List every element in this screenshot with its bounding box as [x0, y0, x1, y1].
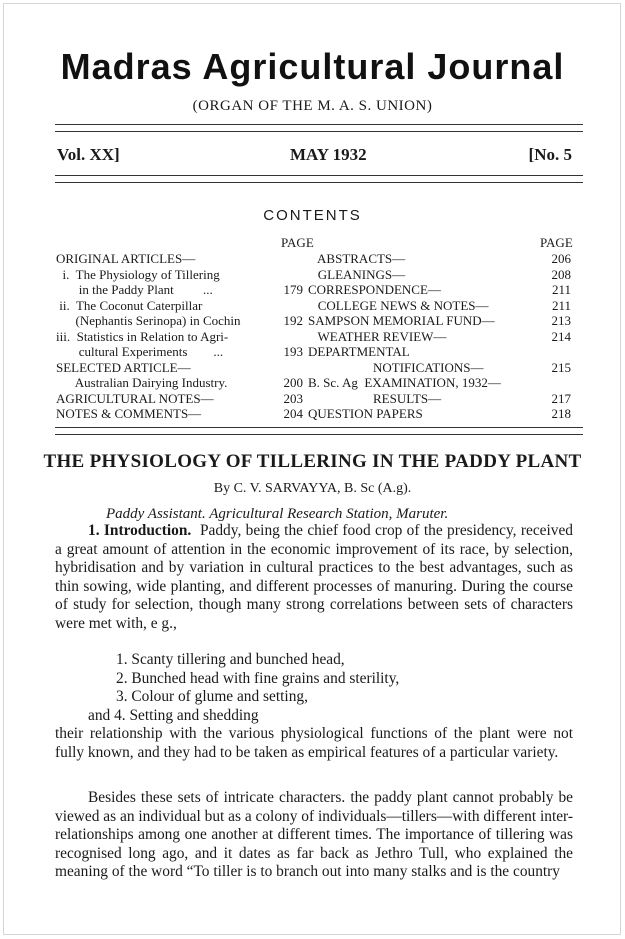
- toc-page-number: 203: [283, 390, 303, 406]
- toc-page-number: 208: [551, 266, 571, 282]
- toc-entry: iii. Statistics in Relation to Agri-: [56, 328, 229, 344]
- article-affiliation: Paddy Assistant. Agricultural Research Station, Maruter.: [106, 506, 449, 522]
- issue-date: MAY 1932: [290, 145, 367, 164]
- toc-page-number: [279, 251, 303, 267]
- second-paragraph-text: Besides these sets of intricate characters. the paddy plant cannot probably be viewed as an individual but as a colony of individuals—tillers—with different inter-relationships among one another at different times. The importance of tillering was recognised long ago, and it dates as far back as Jethro Tull, who explained the meaning of the word “To tiller is to branch out into many stalks and is the country: [55, 789, 573, 880]
- toc-entry: RESULTS—: [308, 390, 442, 406]
- toc-page-number: 211: [551, 297, 571, 313]
- toc-page-number: 217: [551, 390, 571, 406]
- toc-entry: ii. The Coconut Caterpillar: [56, 297, 203, 313]
- toc-page-number: 179: [283, 282, 303, 297]
- journal-masthead: Madras Agricultural Journal: [60, 46, 565, 87]
- list-item: 1. Scanty tillering and bunched head,: [116, 651, 345, 668]
- rule-mid-2: [55, 182, 583, 183]
- after-list-paragraph: [55, 725, 573, 762]
- toc-entry: cultural Experiments ...: [56, 344, 224, 359]
- list-item-last: and 4. Setting and shedding: [88, 707, 259, 724]
- toc-entry: (Nephantis Serinopa) in Cochin: [56, 313, 241, 328]
- toc-page-number: 204: [283, 406, 303, 421]
- toc-entry: SELECTED ARTICLE—: [56, 359, 191, 375]
- toc-left-column: [56, 251, 241, 422]
- toc-page-number: [279, 298, 303, 314]
- volume-label: Vol. XX]: [57, 145, 120, 164]
- toc-entry: ABSTRACTS—: [308, 251, 406, 266]
- toc-page-number: [279, 267, 303, 283]
- intro-heading: 1. Introduction.: [88, 522, 192, 539]
- toc-right-pages: [545, 251, 571, 422]
- toc-entry: NOTIFICATIONS—: [308, 359, 484, 375]
- intro-text: Paddy, being the chief food crop of the presidency, received a great amount of attention in the economic improvement of its race, by selection, hybridisation and by variation in cultural practices to the best advantages, such as thin sowing, wide planting, and different processes of manuring. During the course of study for selection, though many strong correlations between sets of characters were met with, e g.,: [55, 522, 573, 632]
- toc-mid-pages: [279, 251, 303, 422]
- toc-right-column: [308, 251, 501, 422]
- toc-page-number: 192: [283, 313, 303, 328]
- toc-page-number: [279, 360, 303, 376]
- contents-heading: CONTENTS: [263, 207, 362, 224]
- toc-entry: SAMPSON MEMORIAL FUND—: [308, 313, 495, 328]
- toc-page-number: 206: [551, 251, 571, 266]
- intro-paragraph: [55, 522, 573, 633]
- rule-bottom-1: [55, 427, 583, 428]
- toc-page-number: 200: [283, 375, 303, 390]
- toc-page-number: [279, 329, 303, 345]
- page-label-right: PAGE: [540, 235, 573, 250]
- article-byline: By C. V. SARVAYYA, B. Sc (A.g).: [213, 481, 412, 496]
- toc-entry: DEPARTMENTAL: [308, 344, 410, 359]
- toc-page-number: 214: [551, 328, 571, 344]
- toc-entry: i. The Physiology of Tillering: [56, 266, 220, 282]
- rule-bottom-2: [55, 434, 583, 435]
- character-list: [116, 651, 399, 707]
- toc-page-number: 215: [551, 359, 571, 375]
- second-paragraph: [55, 789, 573, 882]
- issue-number: [No. 5: [528, 145, 572, 164]
- toc-entry: B. Sc. Ag EXAMINATION, 1932—: [308, 375, 501, 390]
- toc-entry: ORIGINAL ARTICLES—: [56, 251, 196, 266]
- rule-mid-1: [55, 175, 583, 176]
- toc-entry: Australian Dairying Industry.: [56, 375, 228, 390]
- toc-page-number: 218: [551, 406, 571, 421]
- list-item: 3. Colour of glume and setting,: [116, 688, 308, 705]
- toc-entry: AGRICULTURAL NOTES—: [56, 390, 214, 406]
- toc-entry: in the Paddy Plant ...: [56, 282, 213, 297]
- toc-entry: WEATHER REVIEW—: [308, 328, 447, 344]
- toc-page-number: [545, 344, 571, 360]
- toc-entry: QUESTION PAPERS: [308, 406, 423, 421]
- toc-entry: NOTES & COMMENTS—: [56, 406, 202, 421]
- rule-top-1: [55, 124, 583, 125]
- article-title: THE PHYSIOLOGY OF TILLERING IN THE PADDY PLANT: [43, 451, 582, 472]
- rule-top-2: [55, 131, 583, 132]
- organ-line: (ORGAN OF THE M. A. S. UNION): [192, 98, 433, 114]
- toc-page-number: 193: [283, 344, 303, 359]
- toc-entry: CORRESPONDENCE—: [308, 282, 441, 297]
- toc-entry: COLLEGE NEWS & NOTES—: [308, 297, 489, 313]
- toc-page-number: [545, 375, 571, 391]
- page-label-mid: PAGE: [281, 235, 314, 250]
- after-list-text: their relationship with the various physiological functions of the plant were not fully known, and they had to be taken as empirical features of a particular variety.: [55, 725, 573, 761]
- toc-page-number: 211: [551, 282, 571, 297]
- toc-page-number: 213: [551, 313, 571, 328]
- list-item: 2. Bunched head with fine grains and sterility,: [116, 669, 400, 687]
- toc-entry: GLEANINGS—: [308, 266, 406, 282]
